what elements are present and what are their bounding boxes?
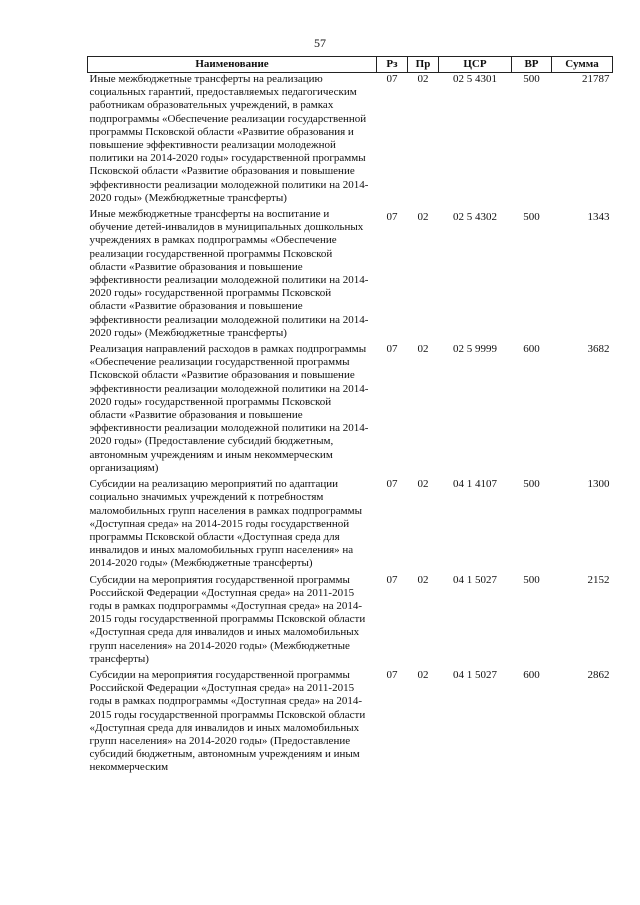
- row-rz: 07: [386, 573, 398, 586]
- table-row: [88, 669, 613, 778]
- row-rz: 07: [386, 343, 398, 356]
- row-vr: 500: [523, 573, 540, 586]
- table-header-row: [88, 57, 613, 73]
- row-name: Субсидии на мероприятия государственной программы Российской Федерации «Доступная среда» на 2011-2015 годы в рамках подпрограммы «Доступная среда» на 2014-2015 годы государственной программы Псковской области «Доступная среда для инвалидов и иных маломобильных групп населения» на 2014-2020 годы» (Межбюджетные трансферты): [89, 573, 366, 665]
- row-sum: 1300: [587, 478, 610, 491]
- row-vr: 600: [523, 668, 540, 681]
- table-row: [88, 73, 613, 209]
- row-pr: 02: [417, 343, 429, 356]
- row-csr: 02 5 9999: [453, 343, 497, 356]
- row-vr: 500: [523, 73, 540, 85]
- table-row: [88, 478, 613, 573]
- header-csr: ЦСР: [439, 57, 512, 73]
- row-pr: 02: [417, 668, 429, 681]
- row-csr: 02 5 4301: [453, 73, 497, 85]
- row-csr: 04 1 4107: [453, 478, 497, 491]
- header-rz: Рз: [377, 57, 408, 73]
- header-vr: ВР: [512, 57, 552, 73]
- table-row: [88, 574, 613, 669]
- row-name: Реализация направлений расходов в рамках подпрограммы «Обеспечение реализации государственной программы Псковской области «Развитие образования и повышение эффективности реализации молодежной политики на 2014-2020 годы» государственной программы Псковской области «Развитие образования и повышение эффективности реализации молодежной политики на 2014-2020 годы» (Предоставление субсидий бюджетным, автономным учреждениям и иным некоммерческим организациям): [89, 343, 369, 474]
- row-pr: 02: [417, 573, 429, 586]
- row-rz: 07: [386, 668, 398, 681]
- row-rz: 07: [386, 478, 398, 491]
- row-csr: 02 5 4302: [453, 211, 497, 224]
- row-name: Иные межбюджетные трансферты на реализацию социальных гарантий, предоставляемых педагогическим работникам образовательных учреждений, в рамках подпрограммы «Обеспечение реализации государственной программы Псковской области «Развитие образования и повышение эффективности реализации молодежной политики на 2014-2020 годы» государственной программы Псковской области «Развитие образования и повышение эффективности реализации молодежной политики на 2014-2020 годы» (Межбюджетные трансферты): [89, 73, 369, 204]
- row-csr: 04 1 5027: [453, 668, 497, 681]
- row-sum: 2152: [587, 573, 610, 586]
- row-vr: 600: [523, 343, 540, 356]
- row-sum: 21787: [582, 73, 610, 85]
- row-name: Субсидии на реализацию мероприятий по адаптации социально значимых учреждений к потребностям маломобильных групп населения в рамках подпрограммы «Доступная среда» на 2014-2015 годы государственной программы Псковской области «Доступная среда для инвалидов и иных маломобильных групп населения» на 2014-2020 годы» (Межбюджетные трансферты): [89, 478, 362, 570]
- header-sum: Сумма: [552, 57, 613, 73]
- page-number: 57: [314, 36, 326, 50]
- row-rz: 07: [386, 211, 398, 224]
- row-csr: 04 1 5027: [453, 573, 497, 586]
- row-rz: 07: [386, 73, 398, 85]
- row-vr: 500: [523, 211, 540, 224]
- row-pr: 02: [417, 478, 429, 491]
- row-vr: 500: [523, 478, 540, 491]
- row-pr: 02: [417, 73, 429, 85]
- table-row: [88, 343, 613, 478]
- row-name: Субсидии на мероприятия государственной программы Российской Федерации «Доступная среда» на 2011-2015 годы в рамках подпрограммы «Доступная среда» на 2014-2015 годы государственной программы Псковской области «Доступная среда для инвалидов и иных маломобильных групп населения» на 2014-2020 годы» (Предоставление субсидий бюджетным, автономным учреждениям и иным некоммерческим: [89, 668, 366, 774]
- budget-table: [87, 56, 613, 778]
- row-sum: 1343: [587, 211, 610, 224]
- header-pr: Пр: [408, 57, 439, 73]
- row-sum: 3682: [587, 343, 610, 356]
- table-row: [88, 208, 613, 343]
- row-name: Иные межбюджетные трансферты на воспитание и обучение детей-инвалидов в муниципальных дошкольных учреждениях в рамках подпрограммы «Обеспечение реализации государственной программы Псковской области «Развитие образования и повышение эффективности реализации молодежной политики на 2014-2020 годы» государственной программы Псковской области «Развитие образования и повышение эффективности реализации молодежной политики на 2014-2020 годы» (Межбюджетные трансферты): [89, 208, 369, 339]
- row-pr: 02: [417, 211, 429, 224]
- header-name: Наименование: [88, 57, 377, 73]
- row-sum: 2862: [587, 668, 610, 681]
